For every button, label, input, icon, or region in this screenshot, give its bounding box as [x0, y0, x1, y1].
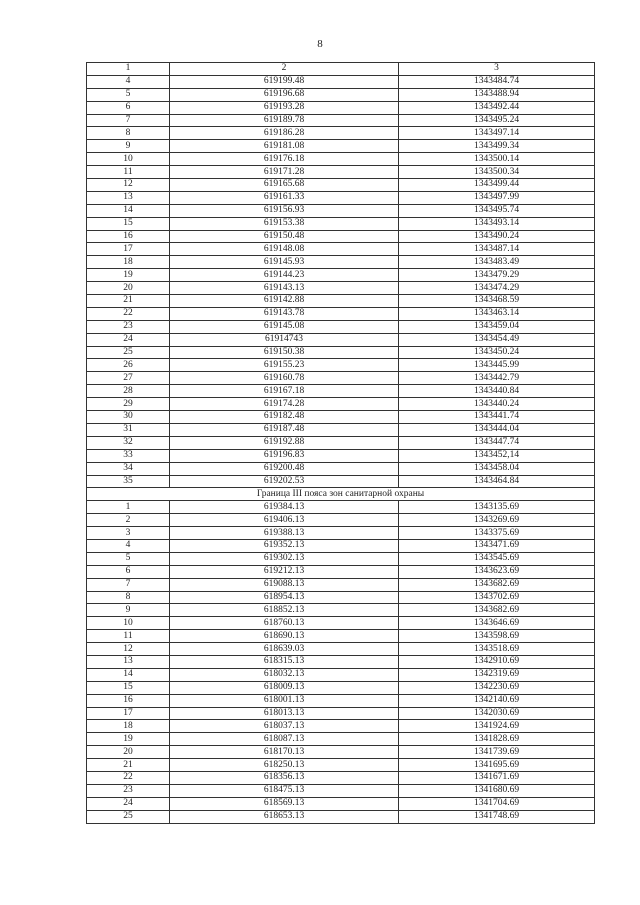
table-row — [87, 720, 595, 733]
table-row — [87, 759, 595, 772]
point-number-cell: 15 — [87, 217, 170, 230]
y-coordinate-cell: 1343468.59 — [399, 295, 595, 308]
x-coordinate-cell: 618852.13 — [170, 604, 399, 617]
x-coordinate-cell: 619200.48 — [170, 462, 399, 475]
point-number-cell: 3 — [87, 527, 170, 540]
table-row — [87, 295, 595, 308]
table-row — [87, 204, 595, 217]
section-title-row — [87, 488, 595, 501]
point-number-cell: 14 — [87, 668, 170, 681]
table-row — [87, 179, 595, 192]
x-coordinate-cell: 619193.28 — [170, 101, 399, 114]
table-row — [87, 166, 595, 179]
x-coordinate-cell: 619406.13 — [170, 514, 399, 527]
y-coordinate-cell: 1342319.69 — [399, 668, 595, 681]
point-number-cell: 18 — [87, 720, 170, 733]
point-number-cell: 10 — [87, 153, 170, 166]
x-coordinate-cell: 618001.13 — [170, 694, 399, 707]
point-number-cell: 1 — [87, 501, 170, 514]
y-coordinate-cell: 1343488.94 — [399, 88, 595, 101]
point-number-cell: 21 — [87, 295, 170, 308]
table-row — [87, 604, 595, 617]
x-coordinate-cell: 618013.13 — [170, 707, 399, 720]
header-cell-1: 1 — [87, 63, 170, 76]
x-coordinate-cell: 619187.48 — [170, 423, 399, 436]
x-coordinate-cell: 619167.18 — [170, 385, 399, 398]
y-coordinate-cell: 1343442.79 — [399, 372, 595, 385]
y-coordinate-cell: 1343375.69 — [399, 527, 595, 540]
x-coordinate-cell: 619145.08 — [170, 320, 399, 333]
point-number-cell: 4 — [87, 539, 170, 552]
x-coordinate-cell: 619165.68 — [170, 179, 399, 192]
x-coordinate-cell: 619189.78 — [170, 114, 399, 127]
point-number-cell: 21 — [87, 759, 170, 772]
x-coordinate-cell: 619186.28 — [170, 127, 399, 140]
table-row — [87, 565, 595, 578]
table-row — [87, 346, 595, 359]
y-coordinate-cell: 1343545.69 — [399, 552, 595, 565]
table-row — [87, 475, 595, 488]
point-number-cell: 4 — [87, 75, 170, 88]
x-coordinate-cell: 618639.03 — [170, 643, 399, 656]
y-coordinate-cell: 1343500.14 — [399, 153, 595, 166]
y-coordinate-cell: 1343598.69 — [399, 630, 595, 643]
y-coordinate-cell: 1343646.69 — [399, 617, 595, 630]
table-row — [87, 320, 595, 333]
y-coordinate-cell: 1343487.14 — [399, 243, 595, 256]
y-coordinate-cell: 1343447.74 — [399, 436, 595, 449]
point-number-cell: 24 — [87, 333, 170, 346]
point-number-cell: 23 — [87, 784, 170, 797]
coordinates-table — [86, 62, 595, 824]
y-coordinate-cell: 1343463.14 — [399, 307, 595, 320]
x-coordinate-cell: 618250.13 — [170, 759, 399, 772]
table-row — [87, 527, 595, 540]
table-row — [87, 771, 595, 784]
table-row — [87, 114, 595, 127]
x-coordinate-cell: 619160.78 — [170, 372, 399, 385]
point-number-cell: 9 — [87, 140, 170, 153]
y-coordinate-cell: 1343452,14 — [399, 449, 595, 462]
x-coordinate-cell: 619144.23 — [170, 269, 399, 282]
x-coordinate-cell: 618356.13 — [170, 771, 399, 784]
y-coordinate-cell: 1343458.04 — [399, 462, 595, 475]
x-coordinate-cell: 618037.13 — [170, 720, 399, 733]
point-number-cell: 5 — [87, 552, 170, 565]
table-row — [87, 256, 595, 269]
point-number-cell: 6 — [87, 565, 170, 578]
table-row — [87, 436, 595, 449]
table-row — [87, 655, 595, 668]
y-coordinate-cell: 1343269.69 — [399, 514, 595, 527]
x-coordinate-cell: 619088.13 — [170, 578, 399, 591]
y-coordinate-cell: 1342030.69 — [399, 707, 595, 720]
table-row — [87, 153, 595, 166]
x-coordinate-cell: 619145.93 — [170, 256, 399, 269]
x-coordinate-cell: 618569.13 — [170, 797, 399, 810]
table-row — [87, 423, 595, 436]
point-number-cell: 22 — [87, 771, 170, 784]
point-number-cell: 16 — [87, 230, 170, 243]
point-number-cell: 20 — [87, 746, 170, 759]
table-row — [87, 643, 595, 656]
table-row — [87, 746, 595, 759]
point-number-cell: 32 — [87, 436, 170, 449]
x-coordinate-cell: 618315.13 — [170, 655, 399, 668]
y-coordinate-cell: 1343500.34 — [399, 166, 595, 179]
table-row — [87, 501, 595, 514]
table-row — [87, 243, 595, 256]
y-coordinate-cell: 1343484.74 — [399, 75, 595, 88]
x-coordinate-cell: 619196.68 — [170, 88, 399, 101]
y-coordinate-cell: 1343454.49 — [399, 333, 595, 346]
y-coordinate-cell: 1343702.69 — [399, 591, 595, 604]
point-number-cell: 17 — [87, 243, 170, 256]
x-coordinate-cell: 619143.78 — [170, 307, 399, 320]
x-coordinate-cell: 618032.13 — [170, 668, 399, 681]
table-row — [87, 269, 595, 282]
table-row — [87, 191, 595, 204]
point-number-cell: 7 — [87, 114, 170, 127]
table-row — [87, 398, 595, 411]
point-number-cell: 35 — [87, 475, 170, 488]
table-row — [87, 449, 595, 462]
header-row — [87, 63, 595, 76]
x-coordinate-cell: 619174.28 — [170, 398, 399, 411]
point-number-cell: 11 — [87, 630, 170, 643]
x-coordinate-cell: 619153.38 — [170, 217, 399, 230]
page-number: 8 — [317, 38, 323, 50]
point-number-cell: 5 — [87, 88, 170, 101]
x-coordinate-cell: 619302.13 — [170, 552, 399, 565]
point-number-cell: 2 — [87, 514, 170, 527]
point-number-cell: 7 — [87, 578, 170, 591]
table-row — [87, 359, 595, 372]
point-number-cell: 13 — [87, 655, 170, 668]
point-number-cell: 25 — [87, 810, 170, 823]
x-coordinate-cell: 619181.08 — [170, 140, 399, 153]
x-coordinate-cell: 619150.38 — [170, 346, 399, 359]
y-coordinate-cell: 1343464.84 — [399, 475, 595, 488]
point-number-cell: 22 — [87, 307, 170, 320]
y-coordinate-cell: 1343495.24 — [399, 114, 595, 127]
x-coordinate-cell: 619148.08 — [170, 243, 399, 256]
table-row — [87, 617, 595, 630]
point-number-cell: 8 — [87, 127, 170, 140]
table-row — [87, 140, 595, 153]
x-coordinate-cell: 619352.13 — [170, 539, 399, 552]
y-coordinate-cell: 1341828.69 — [399, 733, 595, 746]
y-coordinate-cell: 1343499.34 — [399, 140, 595, 153]
y-coordinate-cell: 1343450.24 — [399, 346, 595, 359]
y-coordinate-cell: 1343682.69 — [399, 578, 595, 591]
x-coordinate-cell: 618475.13 — [170, 784, 399, 797]
table-row — [87, 578, 595, 591]
table-row — [87, 282, 595, 295]
table-row — [87, 514, 595, 527]
point-number-cell: 28 — [87, 385, 170, 398]
x-coordinate-cell: 618170.13 — [170, 746, 399, 759]
table-row — [87, 784, 595, 797]
x-coordinate-cell: 619176.18 — [170, 153, 399, 166]
point-number-cell: 30 — [87, 411, 170, 424]
x-coordinate-cell: 618690.13 — [170, 630, 399, 643]
point-number-cell: 16 — [87, 694, 170, 707]
point-number-cell: 23 — [87, 320, 170, 333]
point-number-cell: 27 — [87, 372, 170, 385]
y-coordinate-cell: 1341748.69 — [399, 810, 595, 823]
point-number-cell: 33 — [87, 449, 170, 462]
y-coordinate-cell: 1341695.69 — [399, 759, 595, 772]
y-coordinate-cell: 1343441.74 — [399, 411, 595, 424]
y-coordinate-cell: 1343474.29 — [399, 282, 595, 295]
table-row — [87, 681, 595, 694]
y-coordinate-cell: 1342910.69 — [399, 655, 595, 668]
x-coordinate-cell: 619199.48 — [170, 75, 399, 88]
header-cell-3: 3 — [399, 63, 595, 76]
x-coordinate-cell: 619182.48 — [170, 411, 399, 424]
table-row — [87, 127, 595, 140]
point-number-cell: 10 — [87, 617, 170, 630]
point-number-cell: 26 — [87, 359, 170, 372]
table-row — [87, 385, 595, 398]
x-coordinate-cell: 61914743 — [170, 333, 399, 346]
y-coordinate-cell: 1343135.69 — [399, 501, 595, 514]
y-coordinate-cell: 1343471.69 — [399, 539, 595, 552]
table-row — [87, 810, 595, 823]
point-number-cell: 8 — [87, 591, 170, 604]
table-row — [87, 462, 595, 475]
table-row — [87, 733, 595, 746]
x-coordinate-cell: 618653.13 — [170, 810, 399, 823]
x-coordinate-cell: 619142.88 — [170, 295, 399, 308]
table-row — [87, 539, 595, 552]
x-coordinate-cell: 619156.93 — [170, 204, 399, 217]
table-row — [87, 75, 595, 88]
y-coordinate-cell: 1343459.04 — [399, 320, 595, 333]
x-coordinate-cell: 619196.83 — [170, 449, 399, 462]
x-coordinate-cell: 619192.88 — [170, 436, 399, 449]
table-row — [87, 694, 595, 707]
table-row — [87, 411, 595, 424]
x-coordinate-cell: 619212.13 — [170, 565, 399, 578]
y-coordinate-cell: 1342230.69 — [399, 681, 595, 694]
table-row — [87, 307, 595, 320]
y-coordinate-cell: 1343479.29 — [399, 269, 595, 282]
point-number-cell: 31 — [87, 423, 170, 436]
y-coordinate-cell: 1343483.49 — [399, 256, 595, 269]
x-coordinate-cell: 619202.53 — [170, 475, 399, 488]
point-number-cell: 25 — [87, 346, 170, 359]
point-number-cell: 6 — [87, 101, 170, 114]
y-coordinate-cell: 1343495.74 — [399, 204, 595, 217]
y-coordinate-cell: 1343440.84 — [399, 385, 595, 398]
table-row — [87, 88, 595, 101]
y-coordinate-cell: 1343497.14 — [399, 127, 595, 140]
y-coordinate-cell: 1342140.69 — [399, 694, 595, 707]
table-row — [87, 797, 595, 810]
table-row — [87, 101, 595, 114]
coordinates-table-body — [87, 63, 595, 824]
y-coordinate-cell: 1343445.99 — [399, 359, 595, 372]
table-row — [87, 591, 595, 604]
point-number-cell: 15 — [87, 681, 170, 694]
table-row — [87, 630, 595, 643]
y-coordinate-cell: 1343623.69 — [399, 565, 595, 578]
y-coordinate-cell: 1343440.24 — [399, 398, 595, 411]
y-coordinate-cell: 1343444.04 — [399, 423, 595, 436]
x-coordinate-cell: 618760.13 — [170, 617, 399, 630]
x-coordinate-cell: 618087.13 — [170, 733, 399, 746]
point-number-cell: 24 — [87, 797, 170, 810]
x-coordinate-cell: 618009.13 — [170, 681, 399, 694]
x-coordinate-cell: 618954.13 — [170, 591, 399, 604]
y-coordinate-cell: 1343493.14 — [399, 217, 595, 230]
table-row — [87, 230, 595, 243]
y-coordinate-cell: 1341680.69 — [399, 784, 595, 797]
y-coordinate-cell: 1343497.99 — [399, 191, 595, 204]
y-coordinate-cell: 1341671.69 — [399, 771, 595, 784]
point-number-cell: 19 — [87, 269, 170, 282]
x-coordinate-cell: 619150.48 — [170, 230, 399, 243]
point-number-cell: 17 — [87, 707, 170, 720]
table-row — [87, 552, 595, 565]
section-title: Граница III пояса зон санитарной охраны — [87, 488, 595, 501]
header-cell-2: 2 — [170, 63, 399, 76]
point-number-cell: 11 — [87, 166, 170, 179]
y-coordinate-cell: 1341704.69 — [399, 797, 595, 810]
y-coordinate-cell: 1341739.69 — [399, 746, 595, 759]
point-number-cell: 29 — [87, 398, 170, 411]
point-number-cell: 34 — [87, 462, 170, 475]
y-coordinate-cell: 1343518.69 — [399, 643, 595, 656]
x-coordinate-cell: 619384.13 — [170, 501, 399, 514]
x-coordinate-cell: 619161.33 — [170, 191, 399, 204]
y-coordinate-cell: 1341924.69 — [399, 720, 595, 733]
point-number-cell: 13 — [87, 191, 170, 204]
table-row — [87, 372, 595, 385]
point-number-cell: 9 — [87, 604, 170, 617]
point-number-cell: 20 — [87, 282, 170, 295]
y-coordinate-cell: 1343492.44 — [399, 101, 595, 114]
x-coordinate-cell: 619143.13 — [170, 282, 399, 295]
x-coordinate-cell: 619155.23 — [170, 359, 399, 372]
table-row — [87, 668, 595, 681]
table-row — [87, 333, 595, 346]
table-row — [87, 707, 595, 720]
table-row — [87, 217, 595, 230]
y-coordinate-cell: 1343490.24 — [399, 230, 595, 243]
point-number-cell: 19 — [87, 733, 170, 746]
point-number-cell: 12 — [87, 643, 170, 656]
x-coordinate-cell: 619388.13 — [170, 527, 399, 540]
x-coordinate-cell: 619171.28 — [170, 166, 399, 179]
point-number-cell: 12 — [87, 179, 170, 192]
y-coordinate-cell: 1343682.69 — [399, 604, 595, 617]
point-number-cell: 18 — [87, 256, 170, 269]
y-coordinate-cell: 1343499.44 — [399, 179, 595, 192]
point-number-cell: 14 — [87, 204, 170, 217]
